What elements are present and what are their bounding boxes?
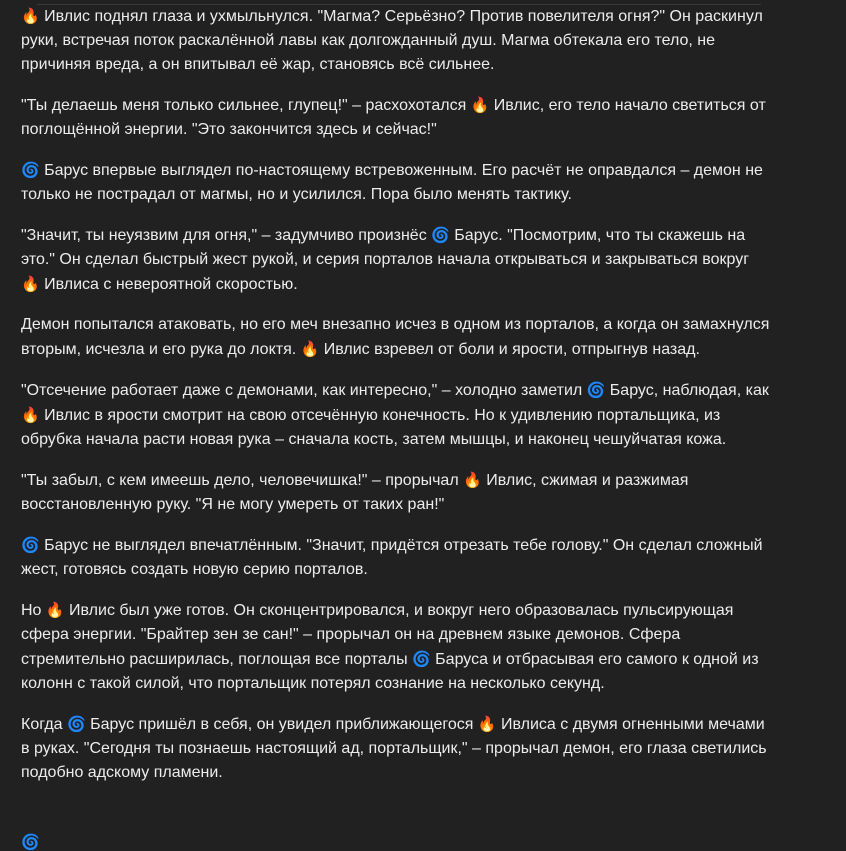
fire-emoji-icon: 🔥 [470, 96, 490, 114]
cyclone-emoji-icon: 🌀 [21, 536, 40, 554]
paragraph-text: Баруса и отбрасывая его самого к одной из колонн с такой силой, что портальщик потерял сознание на несколько секунд. [21, 651, 759, 692]
story-paragraph-1 [21, 4, 771, 77]
paragraph-text: Но [21, 602, 46, 619]
story-paragraph-3 [21, 158, 771, 207]
cyclone-emoji-icon: 🌀 [67, 715, 86, 733]
cyclone-emoji-icon: 🌀 [586, 381, 606, 399]
fire-emoji-icon: 🔥 [45, 601, 65, 619]
cyclone-emoji-icon: 🌀 [431, 226, 450, 244]
paragraph-text: "Ты забыл, с кем имеешь дело, человечишка!" – прорычал [21, 472, 464, 489]
paragraph-text: Демон попытался атаковать, но его меч внезапно исчез в одном из порталов, а когда он замахнулся вторым, исчезла и его рука до локтя. [21, 316, 770, 358]
paragraph-text: Ивлис поднял глаза и ухмыльнулся. "Магма? Серьёзно? Против повелителя огня?" Он раскинул руки, встречая поток раскалённой лавы как долгожданный душ. Магма обтекала его тело, не причиняя вреда, а он впитывал её жар, становясь всё сильнее. [21, 8, 763, 73]
cyclone-emoji-icon: 🌀 [21, 161, 40, 179]
paragraph-text: Ивлис взревел от боли и ярости, отпрыгнув назад. [319, 341, 700, 358]
cyclone-emoji-icon: 🌀 [412, 650, 431, 668]
paragraph-text: Барус. "Посмотрим, что ты скажешь на это." Он сделал быстрый жест рукой, и серия порталов начала открываться и закрываться вокруг [21, 227, 750, 268]
paragraph-text: "Ты делаешь меня только сильнее, глупец!" – расхохотался [21, 97, 471, 114]
paragraph-text: Ивлис, его тело начало светиться от поглощённой энергии. "Это закончится здесь и сейчас!" [21, 97, 766, 138]
paragraph-text: "Отсечение работает даже с демонами, как интересно," – холодно заметил [21, 382, 587, 399]
fire-emoji-icon: 🔥 [21, 275, 40, 293]
fire-emoji-icon: 🔥 [477, 715, 497, 733]
story-paragraph-7 [21, 468, 771, 517]
fire-emoji-icon: 🔥 [300, 340, 320, 358]
assistant-message [21, 4, 771, 801]
paragraph-text: Барус, наблюдая, как [605, 382, 769, 399]
fire-emoji-icon: 🔥 [21, 7, 40, 25]
paragraph-text: Барус пришёл в себя, он увидел приближающегося [85, 716, 478, 733]
paragraph-text: Когда [21, 716, 68, 733]
paragraph-text: Ивлис, сжимая и разжимая восстановленную руку. "Я не могу умереть от таких ран!" [21, 472, 689, 513]
cyclone-emoji-icon: 🌀 [21, 833, 40, 851]
story-paragraph-4 [21, 223, 771, 297]
fire-emoji-icon: 🔥 [463, 471, 482, 489]
paragraph-text: Барус не выглядел впечатлённым. "Значит, придётся отрезать тебе голову." Он сделал сложный жест, готовясь создать новую серию порталов. [21, 537, 763, 578]
story-paragraph-8 [21, 533, 771, 582]
fire-emoji-icon: 🔥 [21, 406, 40, 424]
next-paragraph-cutoff [21, 829, 41, 851]
paragraph-text: "Значит, ты неуязвим для огня," – задумчиво произнёс [21, 227, 432, 244]
paragraph-text: Барус впервые выглядел по-настоящему встревоженным. Его расчёт не оправдался – демон не только не пострадал от магмы, но и усилился. Пора было менять тактику. [21, 162, 763, 203]
paragraph-text: Ивлис был уже готов. Он сконцентрировался, и вокруг него образовалась пульсирующая сфера энергии. "Брайтер зен зе сан!" – прорычал он на древнем языке демонов. Сфера стремительно расширилась, поглощая все порталы [21, 602, 734, 668]
story-paragraph-10 [21, 712, 771, 785]
story-paragraph-6 [21, 378, 771, 452]
story-paragraph-2 [21, 93, 771, 142]
story-paragraph-5 [21, 313, 771, 362]
paragraph-text: Ивлис в ярости смотрит на свою отсечённую конечность. Но к удивлению портальщика, из обрубка начала расти новая рука – сначала кость, затем мышцы, и наконец чешуйчатая кожа. [21, 407, 727, 448]
paragraph-text: Ивлиса с невероятной скоростью. [39, 276, 298, 293]
story-paragraph-9 [21, 598, 771, 696]
paragraph-text: Ивлиса с двумя огненными мечами в руках. "Сегодня ты познаешь настоящий ад, портальщик," – прорычал демон, его глаза светились подобно адскому пламени. [21, 716, 767, 781]
